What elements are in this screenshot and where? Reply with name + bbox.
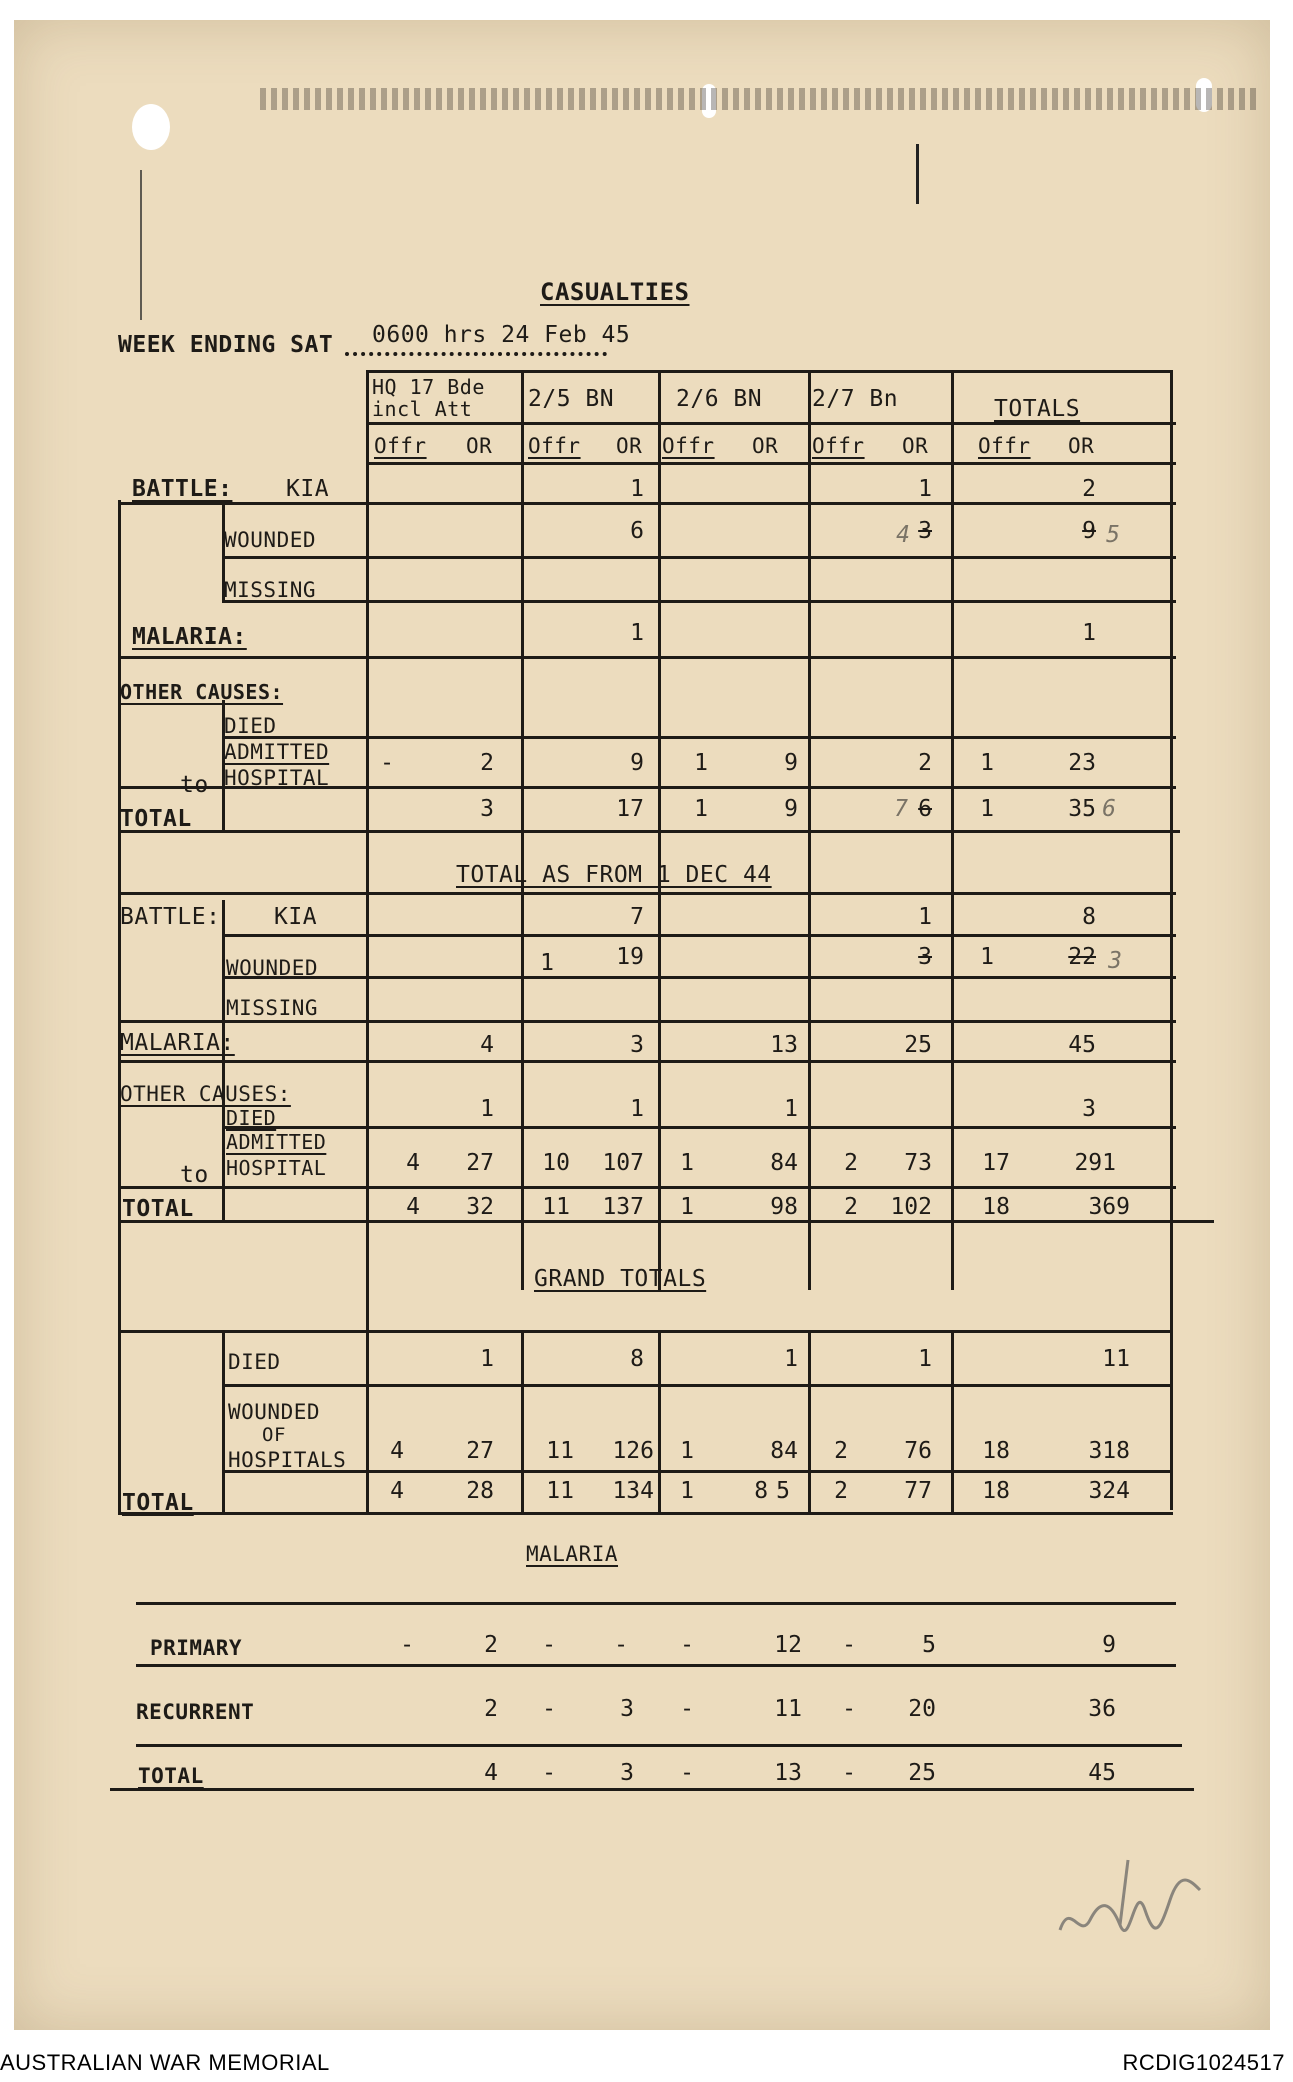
cell-value: 3 [620, 1696, 634, 1722]
cell-value: 3 [918, 518, 932, 544]
sub-header-offr: Offr [662, 434, 715, 458]
cell-value: 1 [540, 950, 554, 976]
cell-value: 25 [908, 1760, 936, 1786]
cell-value: - [542, 1696, 556, 1722]
grid-line [222, 934, 1176, 937]
cell-value: 85 [754, 1478, 798, 1504]
other-causes-label: OTHER CAUSES: [120, 1082, 291, 1106]
cell-value: 1 [630, 620, 644, 646]
cell-value: 22 [1068, 944, 1096, 970]
grid-line [222, 556, 1176, 559]
cell-value: 2 [844, 1150, 858, 1176]
cell-value: - [842, 1632, 856, 1658]
section-heading: GRAND TOTALS [534, 1266, 707, 1292]
grid-line [118, 500, 121, 1515]
grid-line [136, 1664, 1176, 1667]
malaria-label: MALARIA: [132, 624, 247, 650]
footer-id: RCDIG1024517 [1122, 2050, 1285, 2075]
cell-value: 98 [770, 1194, 798, 1220]
col-header-hq: HQ 17 Bde incl Att [372, 375, 485, 421]
col-header-bn25: 2/5 BN [528, 386, 615, 412]
cell-value: 4 [390, 1478, 404, 1504]
total-label: TOTAL [120, 806, 192, 832]
cell-value: 9 [784, 796, 798, 822]
grid-line [118, 1186, 1176, 1189]
grid-line [1170, 370, 1173, 1510]
died-label: DIED [224, 714, 277, 738]
hospital-label: HOSPITAL [224, 766, 330, 790]
total-label: TOTAL [122, 1196, 194, 1222]
cell-value: - [680, 1632, 694, 1658]
sub-header-offr: Offr [374, 434, 427, 458]
recurrent-label: RECURRENT [136, 1700, 255, 1724]
cell-value: 3 [1082, 1096, 1096, 1122]
grid-line [366, 370, 1173, 373]
section-heading: TOTAL AS FROM 1 DEC 44 [456, 862, 772, 888]
cell-value: 25 [904, 1032, 932, 1058]
torn-top-edge [260, 88, 1260, 110]
grid-line [118, 1060, 1176, 1063]
cell-value: 17 [616, 796, 644, 822]
grid-line [118, 1512, 1173, 1515]
cell-value: 4 [480, 1032, 494, 1058]
malaria-label: MALARIA: [120, 1030, 235, 1056]
cell-value: 107 [602, 1150, 644, 1176]
to-label: to [180, 1162, 209, 1188]
admitted-label: ADMITTED [226, 1130, 327, 1154]
cell-value: 369 [1088, 1194, 1130, 1220]
grid-line [118, 656, 1176, 659]
cell-value: 77 [904, 1478, 932, 1504]
cell-value: 11 [542, 1194, 570, 1220]
grid-line [118, 1020, 1176, 1023]
died-label: DIED [228, 1350, 281, 1374]
cell-value: 35 [1068, 796, 1096, 822]
cell-value: 4 [406, 1194, 420, 1220]
cell-value: - [542, 1760, 556, 1786]
cell-value: 4 [406, 1150, 420, 1176]
cell-value: 20 [908, 1696, 936, 1722]
cell-value: 9 [784, 750, 798, 776]
cell-value: 1 [630, 476, 644, 502]
grid-line [118, 830, 1180, 833]
col-header-bn26: 2/6 BN [676, 386, 763, 412]
cell-value: 12 [774, 1632, 802, 1658]
cell-value: 1 [694, 796, 708, 822]
staple-mark [916, 144, 919, 204]
cell-value: 8 [1082, 904, 1096, 930]
to-label: to [180, 772, 209, 798]
grid-line [110, 1788, 1194, 1791]
grid-line [222, 1384, 1173, 1387]
cell-value: 18 [982, 1478, 1010, 1504]
cell-value: 7 [630, 904, 644, 930]
cell-value: 11 [546, 1478, 574, 1504]
cell-value: 318 [1088, 1438, 1130, 1464]
grid-line [222, 976, 1176, 979]
handwritten-note: 4 [896, 522, 910, 548]
other-causes-label: OTHER CAUSES: [120, 680, 284, 704]
cell-value: 1 [694, 750, 708, 776]
wounded-label: WOUNDED [224, 528, 317, 552]
cell-value: 9 [1082, 518, 1096, 544]
cell-value: 11 [1102, 1346, 1130, 1372]
grid-line [222, 600, 1176, 603]
cell-value: 4 [390, 1438, 404, 1464]
cell-value: 1 [918, 476, 932, 502]
cell-value: - [680, 1696, 694, 1722]
cell-value: - [842, 1760, 856, 1786]
wounded-label: WOUNDED [226, 956, 319, 980]
cell-value: 3 [630, 1032, 644, 1058]
cell-value: 291 [1074, 1150, 1116, 1176]
cell-value: - [380, 750, 394, 776]
cell-value: 134 [612, 1478, 654, 1504]
cell-value: 13 [774, 1760, 802, 1786]
cell-value: 2 [480, 750, 494, 776]
cell-value: - [542, 1632, 556, 1658]
cell-value: 2 [844, 1194, 858, 1220]
punch-hole [132, 104, 170, 150]
dotted-leader [345, 352, 607, 356]
cell-value: 1 [480, 1346, 494, 1372]
cell-value: 73 [904, 1150, 932, 1176]
sub-header-offr: Offr [978, 434, 1031, 458]
document-page [14, 20, 1270, 2030]
cell-value: 5 [922, 1632, 936, 1658]
week-label: WEEK ENDING SAT [118, 332, 334, 358]
section-heading: MALARIA [526, 1542, 619, 1566]
cell-value: 3 [480, 796, 494, 822]
cell-value: 18 [982, 1194, 1010, 1220]
cell-value: 1 [784, 1346, 798, 1372]
col-header-bn27: 2/7 Bn [812, 386, 899, 412]
cell-value: 102 [890, 1194, 932, 1220]
cell-value: - [400, 1632, 414, 1658]
grid-line [222, 1126, 1176, 1129]
handwritten-note: 3 [1108, 948, 1122, 974]
cell-value: 1 [630, 1096, 644, 1122]
grid-line [118, 892, 1176, 895]
died-label: DIED [226, 1106, 277, 1130]
cell-value: 45 [1068, 1032, 1096, 1058]
cell-value: 17 [982, 1150, 1010, 1176]
cell-value: 2 [918, 750, 932, 776]
sub-header-or: OR [616, 434, 643, 458]
cell-value: 11 [774, 1696, 802, 1722]
cell-value: 13 [770, 1032, 798, 1058]
cell-value: 6 [918, 796, 932, 822]
kia-label: KIA [274, 904, 318, 930]
grid-line [366, 422, 1176, 425]
footer-source: AUSTRALIAN WAR MEMORIAL [0, 2050, 330, 2075]
cell-value: 76 [904, 1438, 932, 1464]
grid-line [118, 502, 1176, 505]
cell-value: 2 [484, 1632, 498, 1658]
cell-value: 11 [546, 1438, 574, 1464]
sub-header-offr: Offr [528, 434, 581, 458]
total-label: TOTAL [138, 1764, 204, 1788]
sub-header-or: OR [466, 434, 493, 458]
cell-value: 18 [982, 1438, 1010, 1464]
cell-value: 27 [466, 1150, 494, 1176]
cell-value: - [680, 1760, 694, 1786]
handwritten-note: 5 [1106, 522, 1120, 548]
grid-line [118, 1220, 1214, 1223]
grid-line [366, 462, 1176, 465]
cell-value: 27 [466, 1438, 494, 1464]
total-label: TOTAL [122, 1490, 194, 1516]
cell-value: 2 [834, 1478, 848, 1504]
cell-value: 1 [784, 1096, 798, 1122]
cell-value: 19 [616, 944, 644, 970]
cell-value: 1 [980, 944, 994, 970]
wounded-label: WOUNDED [228, 1400, 321, 1424]
admitted-label: ADMITTED [224, 740, 330, 764]
of-label: OF [262, 1424, 286, 1446]
cell-value: 32 [466, 1194, 494, 1220]
kia-label: KIA [286, 476, 330, 502]
cell-value: 1 [980, 750, 994, 776]
cell-value: 2 [1082, 476, 1096, 502]
cell-value: 2 [834, 1438, 848, 1464]
cell-value: 28 [466, 1478, 494, 1504]
handwritten-note: 6 [1102, 796, 1116, 822]
cell-value: 1 [918, 904, 932, 930]
cell-value: 3 [918, 944, 932, 970]
week-value: 0600 hrs 24 Feb 45 [372, 322, 631, 348]
cell-value: 9 [1102, 1632, 1116, 1658]
grid-line [118, 1330, 1173, 1333]
sub-header-or: OR [1068, 434, 1095, 458]
cell-value: 324 [1088, 1478, 1130, 1504]
cell-value: 3 [620, 1760, 634, 1786]
cell-value: 45 [1088, 1760, 1116, 1786]
cell-value: 23 [1068, 750, 1096, 776]
cell-value: 1 [680, 1478, 694, 1504]
cell-value: 84 [770, 1150, 798, 1176]
sub-header-or: OR [902, 434, 929, 458]
grid-line [136, 1744, 1182, 1747]
cell-value: 2 [484, 1696, 498, 1722]
cell-value: 126 [612, 1438, 654, 1464]
missing-label: MISSING [226, 996, 319, 1020]
grid-line [222, 736, 1176, 739]
handwritten-note: 7 [894, 796, 908, 822]
cell-value: 1 [680, 1438, 694, 1464]
hospitals-label: HOSPITALS [228, 1448, 347, 1472]
staple-mark [140, 170, 142, 320]
grid-line [136, 1602, 1176, 1605]
grid-line [222, 1470, 1173, 1473]
cell-value: 10 [542, 1150, 570, 1176]
signature [1050, 1840, 1210, 1950]
cell-value: 84 [770, 1438, 798, 1464]
cell-value: 1 [480, 1096, 494, 1122]
sub-header-or: OR [752, 434, 779, 458]
cell-value: 8 [630, 1346, 644, 1372]
grid-line [222, 1330, 225, 1515]
col-header-totals: TOTALS [994, 396, 1081, 422]
missing-label: MISSING [224, 578, 317, 602]
cell-value: 1 [680, 1150, 694, 1176]
battle-label: BATTLE: [132, 476, 233, 502]
cell-value: 137 [602, 1194, 644, 1220]
primary-label: PRIMARY [150, 1636, 243, 1660]
hospital-label: HOSPITAL [226, 1156, 327, 1180]
cell-value: 6 [630, 518, 644, 544]
cell-value: - [614, 1632, 628, 1658]
cell-value: 9 [630, 750, 644, 776]
cell-value: 1 [918, 1346, 932, 1372]
cell-value: - [842, 1696, 856, 1722]
cell-value: 1 [980, 796, 994, 822]
cell-value: 1 [680, 1194, 694, 1220]
sub-header-offr: Offr [812, 434, 865, 458]
battle-label: BATTLE: [120, 904, 221, 930]
cell-value: 36 [1088, 1696, 1116, 1722]
cell-value: 4 [484, 1760, 498, 1786]
document-title: CASUALTIES [540, 278, 690, 306]
cell-value: 1 [1082, 620, 1096, 646]
